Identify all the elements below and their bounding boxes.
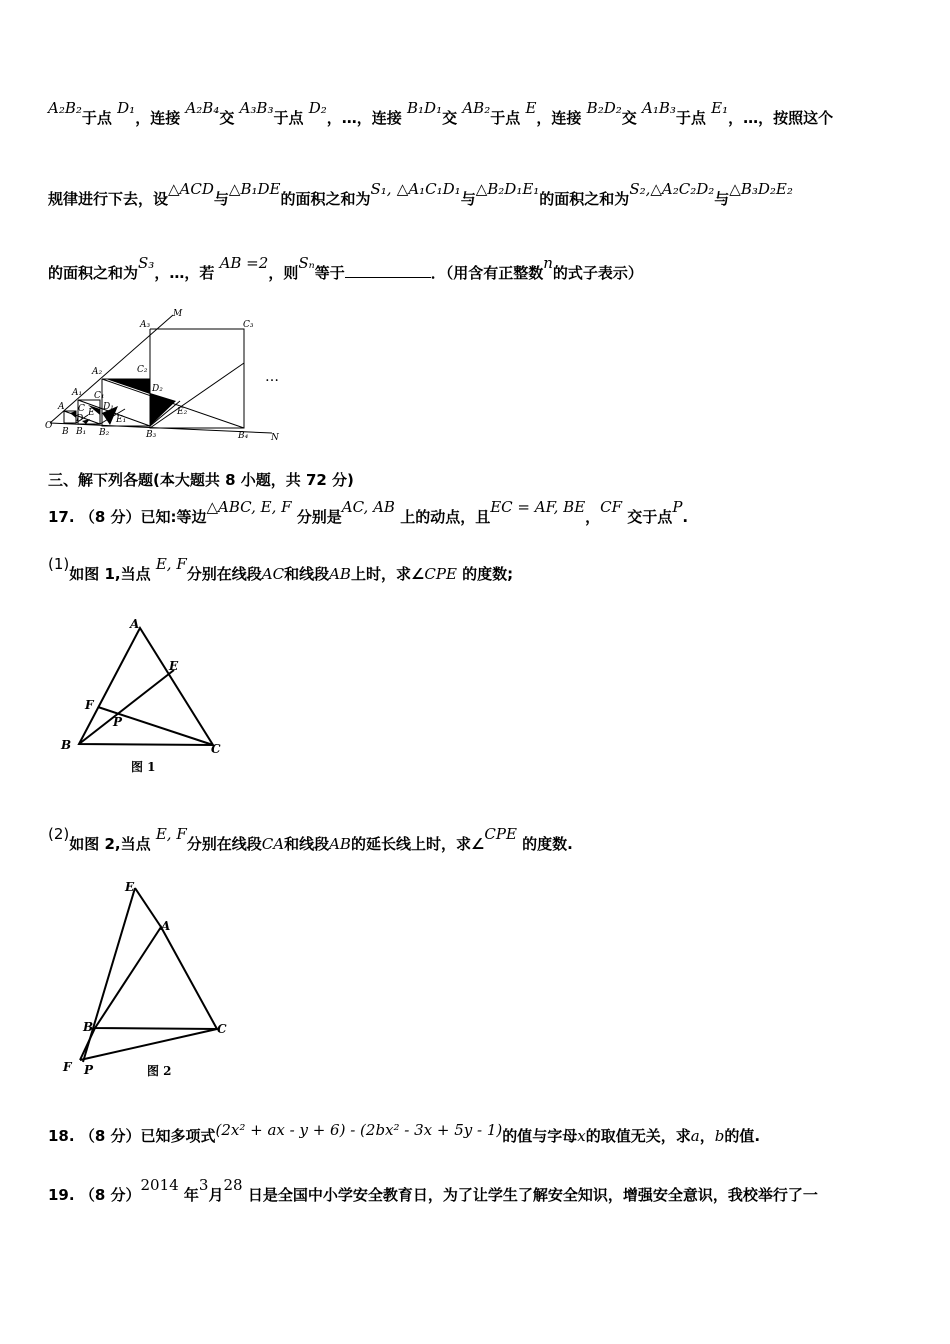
figure-2 [55, 875, 245, 1085]
question-17-part-2 [48, 825, 910, 854]
text: 的式子表示） [552, 264, 643, 282]
fig2-label-p: P [84, 1063, 94, 1077]
math-d1: D₁ [117, 99, 136, 117]
label-b1: B₁ [76, 427, 87, 437]
math-a1b3: A₁B₃ [642, 99, 676, 117]
math-ac: AC [261, 565, 285, 583]
label-e: E [88, 408, 95, 418]
part-number: (2) [48, 825, 70, 843]
math-a2b2: A₂B₂ [48, 99, 82, 117]
math-triangle-b3d2e2: △B₃D₂E₂ [729, 180, 793, 198]
fig1-label-p: P [113, 715, 123, 729]
intro-line-2 [48, 180, 910, 209]
label-c2: C₂ [137, 365, 148, 375]
fig1-label-e: E [169, 659, 179, 673]
text: 分别是 [296, 508, 342, 526]
label-n: N [271, 433, 279, 443]
math-year: 2014 [140, 1176, 179, 1194]
text: ．（用含有正整数 [430, 264, 544, 282]
fig1-label-b: B [61, 738, 72, 752]
question-number: 17. [48, 508, 75, 526]
text: . [682, 508, 689, 526]
text: ，则 [268, 264, 299, 282]
question-number: 19. [48, 1186, 75, 1204]
math-triangle-acd: △ACD [168, 180, 214, 198]
label-e1: E₁ [116, 415, 127, 425]
figure-stair-triangles [40, 305, 290, 445]
text: ，…，按照这个 [728, 109, 834, 127]
figure-1 [55, 610, 235, 780]
math-x: x [577, 1127, 586, 1145]
math-triangle-b2d1e1: △B₂D₁E₁ [475, 180, 540, 198]
text: 的延长线上时，求∠ [350, 835, 485, 853]
fig2-label-e: E [125, 880, 135, 894]
text: 于点 [490, 109, 521, 127]
text: （8 分）已知:等边 [79, 508, 207, 526]
label-a2: A₂ [92, 367, 103, 377]
math-p: P [672, 498, 683, 516]
math-s2-triangle-a2c2d2: S₂,△A₂C₂D₂ [629, 180, 715, 198]
math-b: b [714, 1127, 725, 1145]
shaded-triangle-5 [106, 379, 150, 394]
intro-line-1 [48, 99, 910, 128]
text: 于点 [675, 109, 706, 127]
fig2-label-c: C [217, 1022, 227, 1036]
section-3-title: 三、解下列各题(本大题共 8 小题，共 72 分) [48, 471, 354, 489]
label-c3: C₃ [243, 320, 254, 330]
label-d2: D₂ [152, 384, 163, 394]
text: 分别在线段 [186, 565, 262, 583]
math-ac-ab: AC, AB [341, 498, 395, 516]
math-ab-equals-2: AB =2 [219, 254, 269, 272]
math-triangle-a1c1d1: △A₁C₁D₁ [396, 180, 461, 198]
text: ， [585, 508, 601, 526]
question-18 [48, 1121, 910, 1146]
text: 于点 [81, 109, 112, 127]
label-b2: B₂ [99, 428, 110, 438]
math-day: 28 [223, 1176, 243, 1194]
label-c1: C₁ [94, 391, 105, 401]
square-4 [150, 329, 244, 428]
math-condition: EC = AF, BE [490, 498, 586, 516]
text: 月 [208, 1186, 224, 1204]
text: 的值与字母 [502, 1127, 578, 1145]
label-e2: E₂ [177, 407, 188, 417]
math-e1: E₁ [711, 99, 729, 117]
math-s1: S₁, [370, 180, 392, 198]
math-a2b4: A₂B₄ [185, 99, 220, 117]
text: ，…，若 [154, 264, 215, 282]
fig2-label-a: A [161, 919, 171, 933]
math-triangle-abc: △ABC, E, F [206, 498, 292, 516]
text: 如图 1,当点 [69, 565, 151, 583]
question-19 [48, 1176, 910, 1205]
label-b: B [62, 427, 69, 437]
text: 和线段 [284, 835, 330, 853]
math-e-f: E, F [155, 825, 187, 843]
text: 的度数. [522, 835, 573, 853]
math-ab: AB [329, 835, 351, 853]
text: 交 [219, 109, 235, 127]
math-s3: S₃ [138, 254, 155, 272]
text: 如图 2,当点 [69, 835, 151, 853]
text: 规律进行下去，设 [48, 190, 169, 208]
text: 的值. [724, 1127, 761, 1145]
math-month: 3 [198, 1176, 209, 1194]
text: 分别在线段 [186, 835, 262, 853]
question-17-part-1 [48, 555, 910, 584]
math-polynomial: (2x² + ax - y + 6) - (2bx² - 3x + 5y - 1) [215, 1121, 503, 1139]
segment-diag-4 [150, 363, 244, 428]
label-b4: B₄ [238, 431, 249, 441]
text: 的面积之和为 [48, 264, 139, 282]
text: 交 [442, 109, 458, 127]
text: 与 [714, 190, 730, 208]
label-a: A [58, 402, 65, 412]
fig1-label-a: A [130, 617, 140, 631]
label-d: D [76, 414, 84, 424]
math-triangle-b1de: △B₁DE [228, 180, 281, 198]
math-ab: AB [329, 565, 351, 583]
text: （8 分） [79, 1186, 141, 1204]
math-sn: Sₙ [298, 254, 315, 272]
text: 交于点 [627, 508, 673, 526]
fig2-label-b: B [83, 1020, 94, 1034]
math-ab2: AB₂ [462, 99, 491, 117]
label-c: C [78, 404, 85, 414]
text: 等于 [314, 264, 345, 282]
math-b1d1: B₁D₁ [407, 99, 443, 117]
text: 于点 [273, 109, 304, 127]
text: 和线段 [284, 565, 330, 583]
text: 年 [183, 1186, 199, 1204]
fig1-caption: 图 1 [131, 760, 156, 774]
math-a3b3: A₃B₃ [239, 99, 274, 117]
text: 上时，求∠ [350, 565, 425, 583]
math-cpe: CPE [424, 565, 457, 583]
fig2-caption: 图 2 [147, 1064, 172, 1078]
fig2-label-f: F [63, 1060, 72, 1074]
text: 交 [621, 109, 637, 127]
fig1-label-c: C [211, 742, 221, 756]
question-number: 18. [48, 1127, 75, 1145]
label-a1: A₁ [72, 388, 83, 398]
math-d2: D₂ [308, 99, 327, 117]
shaded-triangle-6 [150, 393, 176, 426]
math-e-f: E, F [155, 555, 187, 573]
label-o: O [45, 421, 53, 431]
text: 的面积之和为 [280, 190, 371, 208]
math-cpe: CPE [484, 825, 517, 843]
triangle-abc [95, 927, 217, 1029]
label-d1: D₁ [103, 402, 114, 412]
math-cf: CF [600, 498, 623, 516]
math-e: E [525, 99, 537, 117]
ellipsis: … [265, 369, 279, 385]
math-a: a [690, 1127, 700, 1145]
fig1-label-f: F [85, 698, 94, 712]
label-b3: B₃ [146, 430, 157, 440]
math-ca: CA [261, 835, 285, 853]
answer-blank[interactable] [345, 263, 431, 278]
math-b2d2: B₂D₂ [586, 99, 622, 117]
text: 日是全国中小学安全教育日，为了让学生了解安全知识，增强安全意识，我校举行了一 [247, 1186, 818, 1204]
text: ，连接 [135, 109, 181, 127]
text: 与 [460, 190, 476, 208]
label-a3: A₃ [140, 320, 151, 330]
question-17 [48, 498, 910, 527]
label-m: M [173, 309, 183, 319]
math-n: n [543, 254, 553, 272]
intro-line-3 [48, 254, 910, 283]
text: ，连接 [536, 109, 582, 127]
segment-fc [80, 1029, 217, 1060]
text: （8 分）已知多项式 [79, 1127, 216, 1145]
text: 与 [213, 190, 229, 208]
text: 的面积之和为 [539, 190, 630, 208]
segment-ae [135, 888, 161, 927]
text: ，…，连接 [326, 109, 402, 127]
part-number: (1) [48, 555, 70, 573]
text: 的度数; [462, 565, 514, 583]
text: 的取值无关，求 [585, 1127, 691, 1145]
text: ， [699, 1127, 715, 1145]
text: 上的动点，且 [400, 508, 491, 526]
